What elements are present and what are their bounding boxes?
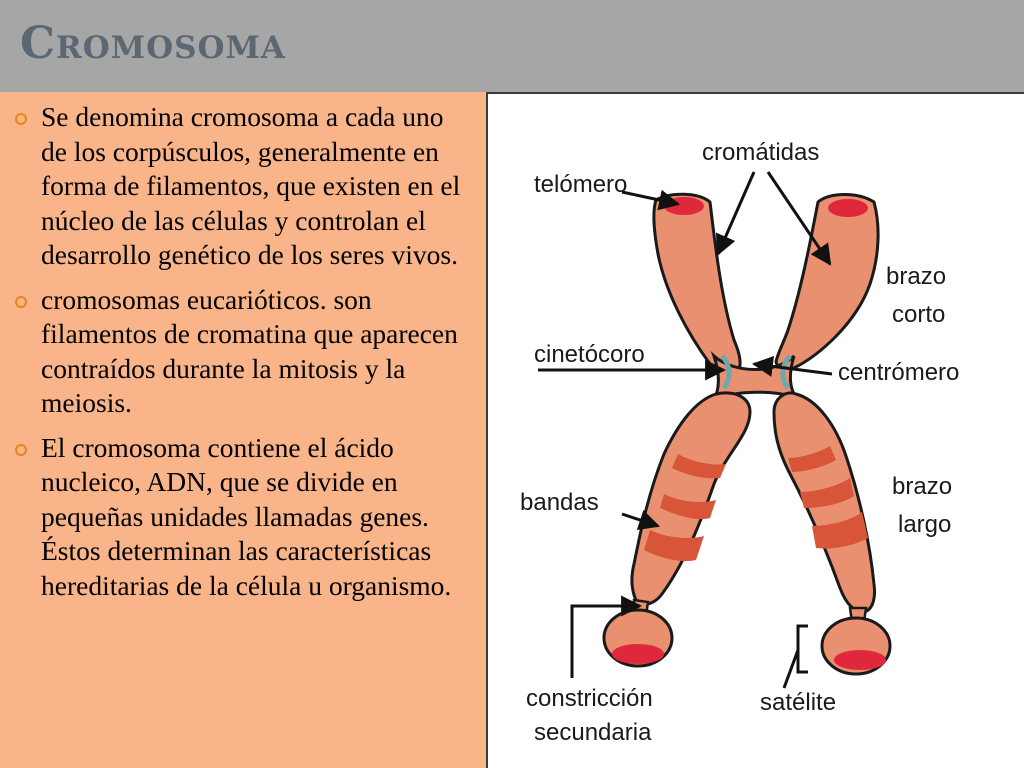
chromosome-illustration — [488, 94, 1024, 768]
label-bandas: bandas — [520, 489, 599, 516]
label-telomero: telómero — [534, 171, 628, 198]
bracket-satelite — [798, 626, 808, 672]
bullet-text: El cromosoma contiene el ácido nucleico, ADN, que se divide en pequeñas unidades llamadas genes. Éstos determinan las características hereditarias de la célula u organismo. — [41, 431, 452, 601]
upper-right-arm — [776, 195, 878, 371]
bullet-list — [12, 100, 472, 613]
telomere — [612, 644, 664, 664]
bullet-text: cromosomas eucarióticos. son filamentos de cromatina que aparecen contraídos durante la mitosis y la meiosis. — [41, 283, 458, 418]
bullet-item — [12, 100, 472, 273]
bullet-text: Se denomina cromosoma a cada uno de los corpúsculos, generalmente en forma de filamentos, que existen en el núcleo de las células y controlan el desarrollo genético de los seres vivos. — [41, 101, 461, 270]
bullet-item — [12, 283, 472, 421]
telomere — [664, 197, 704, 215]
bullet-circle-icon — [15, 113, 27, 125]
label-cromatidas: cromátidas — [702, 139, 820, 166]
label-satelite: satélite — [760, 689, 837, 716]
upper-left-arm — [654, 194, 740, 373]
label-cinetocoro: cinetócoro — [534, 341, 645, 368]
telomere — [834, 650, 886, 670]
bracket-satelite-leader — [784, 650, 798, 688]
lower-left-arm — [632, 393, 750, 605]
title-bar — [0, 0, 1024, 92]
label-brazo-largo-line2: largo — [898, 511, 952, 538]
text-pane — [0, 92, 486, 768]
label-brazo-corto-line2: corto — [892, 301, 946, 328]
label-centromero: centrómero — [838, 359, 960, 386]
bullet-circle-icon — [15, 296, 27, 308]
telomere — [828, 199, 868, 217]
label-brazo-corto-line1: brazo — [886, 263, 947, 290]
arrow-cromatidas-left — [718, 172, 754, 254]
label-constriccion-line1: constricción — [526, 685, 653, 712]
label-constriccion-line2: secundaria — [534, 719, 652, 746]
label-brazo-largo-line1: brazo — [892, 473, 953, 500]
chromosome-diagram — [486, 92, 1024, 768]
slide-title: Cromosoma — [20, 18, 286, 69]
bullet-circle-icon — [15, 444, 27, 456]
bullet-item — [12, 431, 472, 604]
